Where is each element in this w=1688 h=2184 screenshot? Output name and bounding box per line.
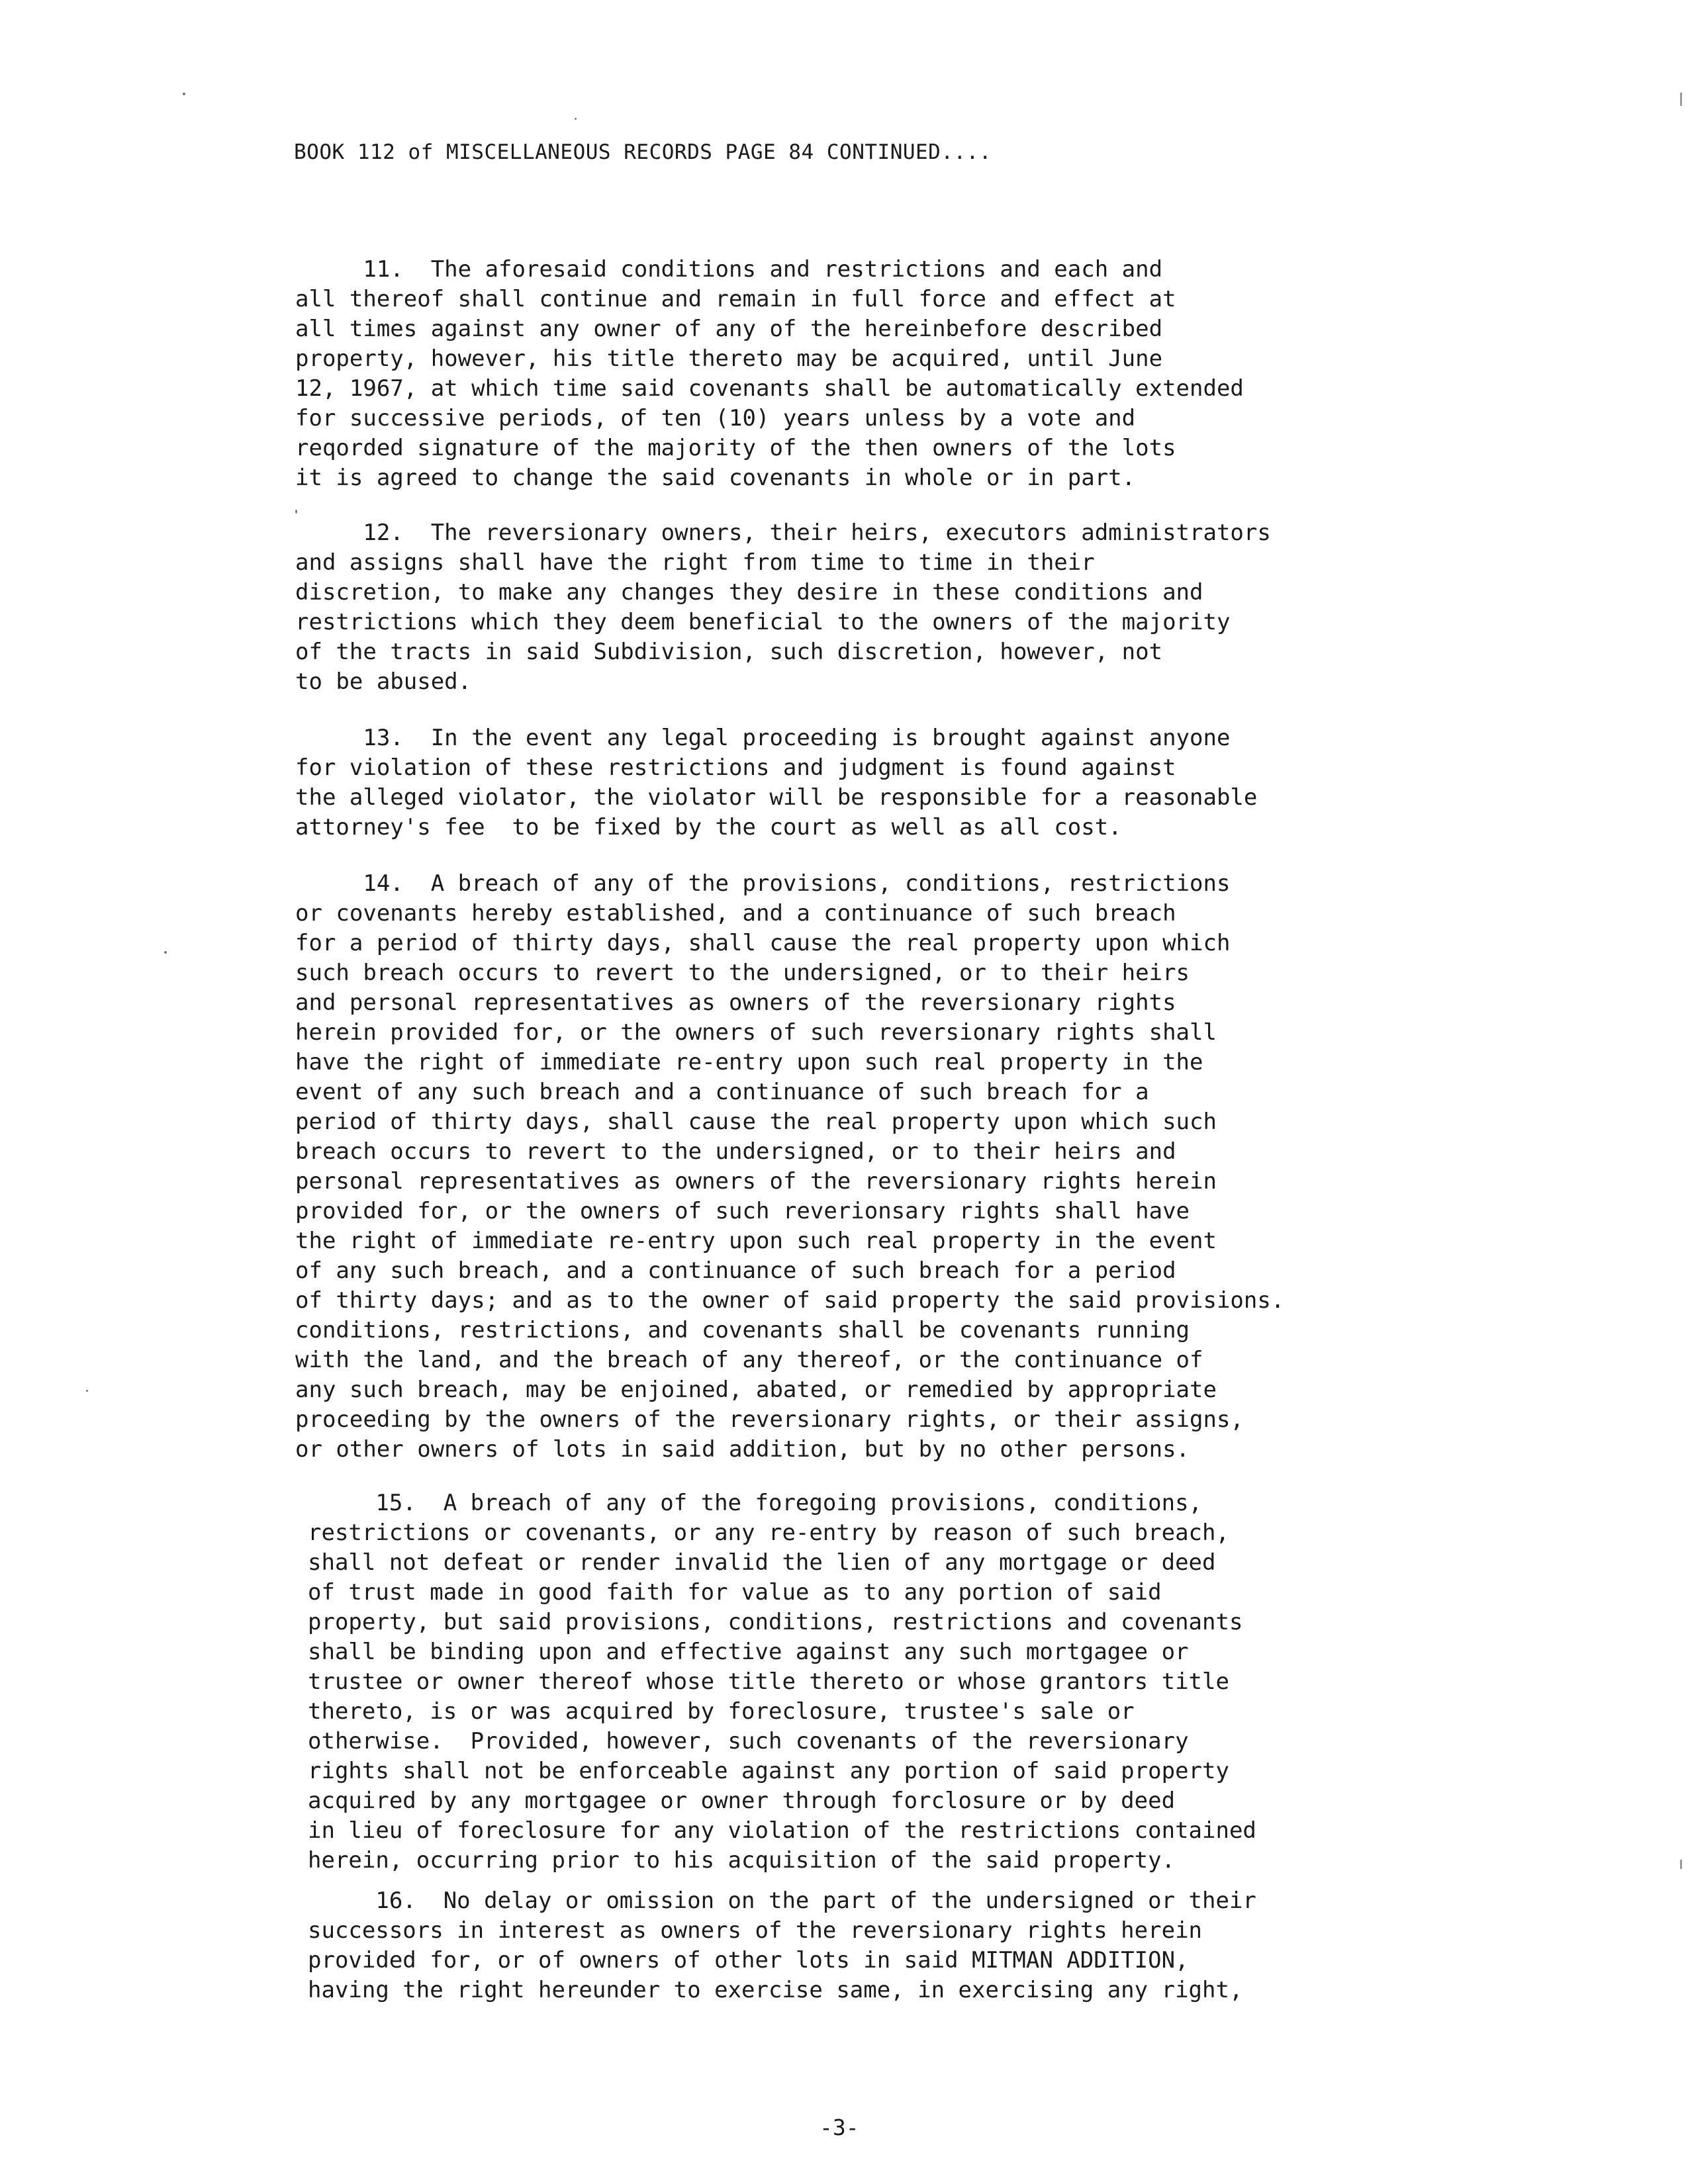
scan-speck: [575, 118, 577, 120]
paragraph-12: 12. The reversionary owners, their heirs, executors administrators and assigns shall have the right from time to time in their discretion, to make any changes they desire in these conditions and restrictions which they deem beneficial to the owners of the majority of the tracts in said Subdivision, such discretion, however, not to be abused.: [295, 520, 1271, 695]
scan-speck: [86, 1390, 88, 1392]
paragraph-14: 14. A breach of any of the provisions, conditions, restrictions or covenants hereby established, and a continuance of such breach for a period of thirty days, shall cause the real property upon which such breach occurs to revert to the undersigned, or to their heirs and personal representatives as owners of the reversionary rights herein provided for, or the owners of such reversionary rights shall have the right of immediate re-entry upon such real property in the event of any such breach and a continuance of such breach for a period of thirty days, shall cause the real property upon which such breach occurs to revert to the undersigned, or to their heirs and personal representatives as owners of the reversionary rights herein provided for, or the owners of such reverionsary rights shall have the right of immediate re-entry upon such real property in the event of any such breach, and a continuance of such breach for a period of thirty days; and as to the owner of said property the said provisions. conditions, restrictions, and covenants shall be covenants running with the land, and the breach of any thereof, or the continuance of any such breach, may be enjoined, abated, or remedied by appropriate proceeding by the owners of the reversionary rights, or their assigns, or other owners of lots in said addition, but by no other persons.: [295, 870, 1285, 1463]
paragraph-13: 13. In the event any legal proceeding is brought against anyone for violation of these restrictions and judgment is found against the alleged violator, the violator will be responsible for a reasonable attorney's fee to be fixed by the court as well as all cost.: [295, 725, 1258, 841]
record-header: BOOK 112 of MISCELLANEOUS RECORDS PAGE 84 CONTINUED....: [294, 140, 992, 164]
paragraph-11: 11. The aforesaid conditions and restrictions and each and all thereof shall continue and remain in full force and effect at all times against any owner of any of the hereinbefore described property, however, his title thereto may be acquired, until June 12, 1967, at which time said covenants shall be automatically extended for successive periods, of ten (10) years unless by a vote and reqorded signature of the majority of the then owners of the lots it is agreed to change the said covenants in whole or in part.: [295, 256, 1244, 491]
scan-speck: [183, 93, 185, 95]
paragraph-16: 16. No delay or omission on the part of the undersigned or their successors in interest as owners of the reversionary rights herein provided for, or of owners of other lots in said MITMAN ADDITION, having the right hereunder to exercise same, in exercising any right,: [308, 1888, 1256, 2003]
page-number: -3-: [820, 2115, 859, 2140]
scan-edge-mark: [1680, 93, 1682, 106]
scan-speck: [295, 510, 297, 514]
scan-edge-mark: [1680, 1860, 1682, 1869]
paragraph-15: 15. A breach of any of the foregoing provisions, conditions, restrictions or covenants, or any re-entry by reason of such breach, shall not defeat or render invalid the lien of any mortgage or deed of trust made in good faith for value as to any portion of said property, but said provisions, conditions, restrictions and covenants shall be binding upon and effective against any such mortgagee or trustee or owner thereof whose title thereto or whose grantors title thereto, is or was acquired by foreclosure, trustee's sale or otherwise. Provided, however, such covenants of the reversionary rights shall not be enforceable against any portion of said property acquired by any mortgagee or owner through forclosure or by deed in lieu of foreclosure for any violation of the restrictions contained herein, occurring prior to his acquisition of the said property.: [308, 1490, 1256, 1874]
scan-speck: [164, 951, 167, 954]
